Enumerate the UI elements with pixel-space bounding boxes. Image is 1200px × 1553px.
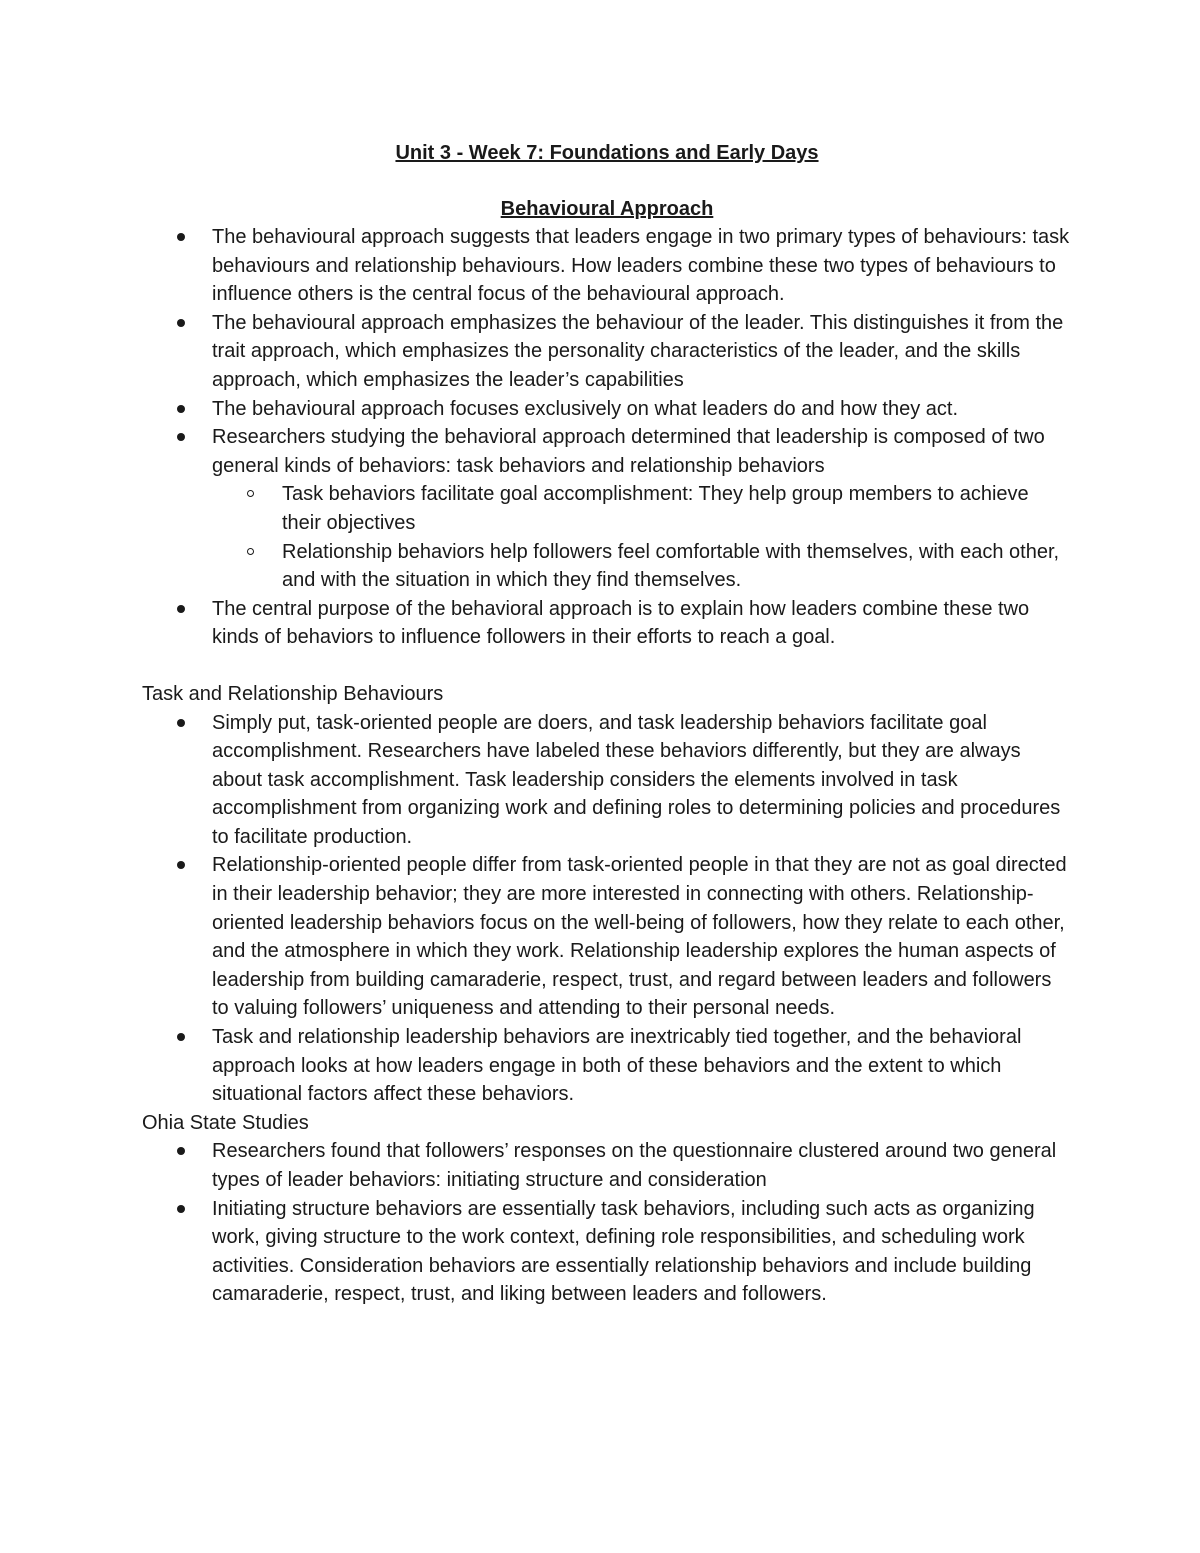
section-heading-ohia-state: Ohia State Studies [142, 1111, 309, 1134]
list-item-text: Simply put, task-oriented people are doers, and task leadership behaviors facilitate goal accomplishment. Researchers have labeled these behaviors differently, but they are always about task accomplishment. Task leadership considers the elements involved in task accomplishment from organizing work and defining roles to determining policies and procedures to facilitate production. [212, 711, 1061, 848]
ohia-state-list [142, 1137, 1072, 1309]
list-item-text: Relationship-oriented people differ from task-oriented people in that they are not as goal directed in their leadership behavior; they are more interested in connecting with others. Relationship-oriented leadership behaviors focus on the well-being of followers, how they relate to each other, and the atmosphere in which they work. Relationship leadership explores the human aspects of leadership from building camaraderie, respect, trust, and regard between leaders and followers to valuing followers’ uniqueness and attending to their personal needs. [212, 854, 1067, 1020]
bullet-icon [177, 1033, 185, 1041]
list-item [212, 595, 1072, 652]
bullet-icon [177, 1205, 185, 1213]
sub-list-item [282, 538, 1072, 595]
list-item [212, 309, 1072, 395]
document-page [142, 139, 1072, 1309]
list-item [212, 1137, 1072, 1194]
bullet-icon [177, 319, 185, 327]
sub-list-item-text: Task behaviors facilitate goal accomplishment: They help group members to achieve their objectives [282, 483, 1029, 534]
list-item [212, 223, 1072, 309]
list-item-text: Initiating structure behaviors are essentially task behaviors, including such acts as organizing work, giving structure to the work context, defining role responsibilities, and scheduling work activities. Consideration behaviors are essentially relationship behaviors and include building camaraderie, respect, trust, and liking between leaders and followers. [212, 1197, 1035, 1306]
bullet-icon [177, 405, 185, 413]
sub-list [212, 480, 1072, 594]
bullet-icon [177, 605, 185, 613]
list-item-text: The behavioural approach focuses exclusively on what leaders do and how they act. [212, 397, 959, 420]
hollow-bullet-icon [247, 490, 254, 497]
list-item [212, 423, 1072, 595]
section-heading-task-relationship: Task and Relationship Behaviours [142, 682, 444, 705]
bullet-icon [177, 1147, 185, 1155]
task-relationship-list [142, 709, 1072, 1109]
behavioural-approach-list [142, 223, 1072, 652]
bullet-icon [177, 233, 185, 241]
hollow-bullet-icon [247, 548, 254, 555]
document-title: Unit 3 - Week 7: Foundations and Early Days [395, 142, 819, 164]
list-item-text: Researchers found that followers’ responses on the questionnaire clustered around two general types of leader behaviors: initiating structure and consideration [212, 1140, 1057, 1191]
list-item [212, 1023, 1072, 1109]
list-item [212, 851, 1072, 1023]
list-item [212, 709, 1072, 852]
list-item [212, 1195, 1072, 1309]
bullet-icon [177, 861, 185, 869]
list-item-text: The behavioural approach emphasizes the behaviour of the leader. This distinguishes it from the trait approach, which emphasizes the personality characteristics of the leader, and the skills approach, which emphasizes the leader’s capabilities [212, 311, 1064, 391]
list-item-text: The behavioural approach suggests that leaders engage in two primary types of behaviours: task behaviours and relationship behaviours. How leaders combine these two types of behaviours to influence others is the central focus of the behavioural approach. [212, 226, 1070, 306]
list-item [212, 395, 1072, 424]
sub-list-item [282, 480, 1072, 537]
list-item-text: Researchers studying the behavioral approach determined that leadership is composed of two general kinds of behaviors: task behaviors and relationship behaviors [212, 426, 1045, 477]
sub-list-item-text: Relationship behaviors help followers feel comfortable with themselves, with each other, and with the situation in which they find themselves. [282, 540, 1060, 592]
spacer [142, 652, 1072, 680]
bullet-icon [177, 719, 185, 727]
section-heading-behavioural-approach: Behavioural Approach [500, 198, 714, 220]
list-item-text: The central purpose of the behavioral approach is to explain how leaders combine these two kinds of behaviors to influence followers in their efforts to reach a goal. [212, 597, 1030, 649]
bullet-icon [177, 433, 185, 441]
list-item-text: Task and relationship leadership behaviors are inextricably tied together, and the behavioral approach looks at how leaders engage in both of these behaviors and the extent to which situational factors affect these behaviors. [212, 1026, 1022, 1106]
